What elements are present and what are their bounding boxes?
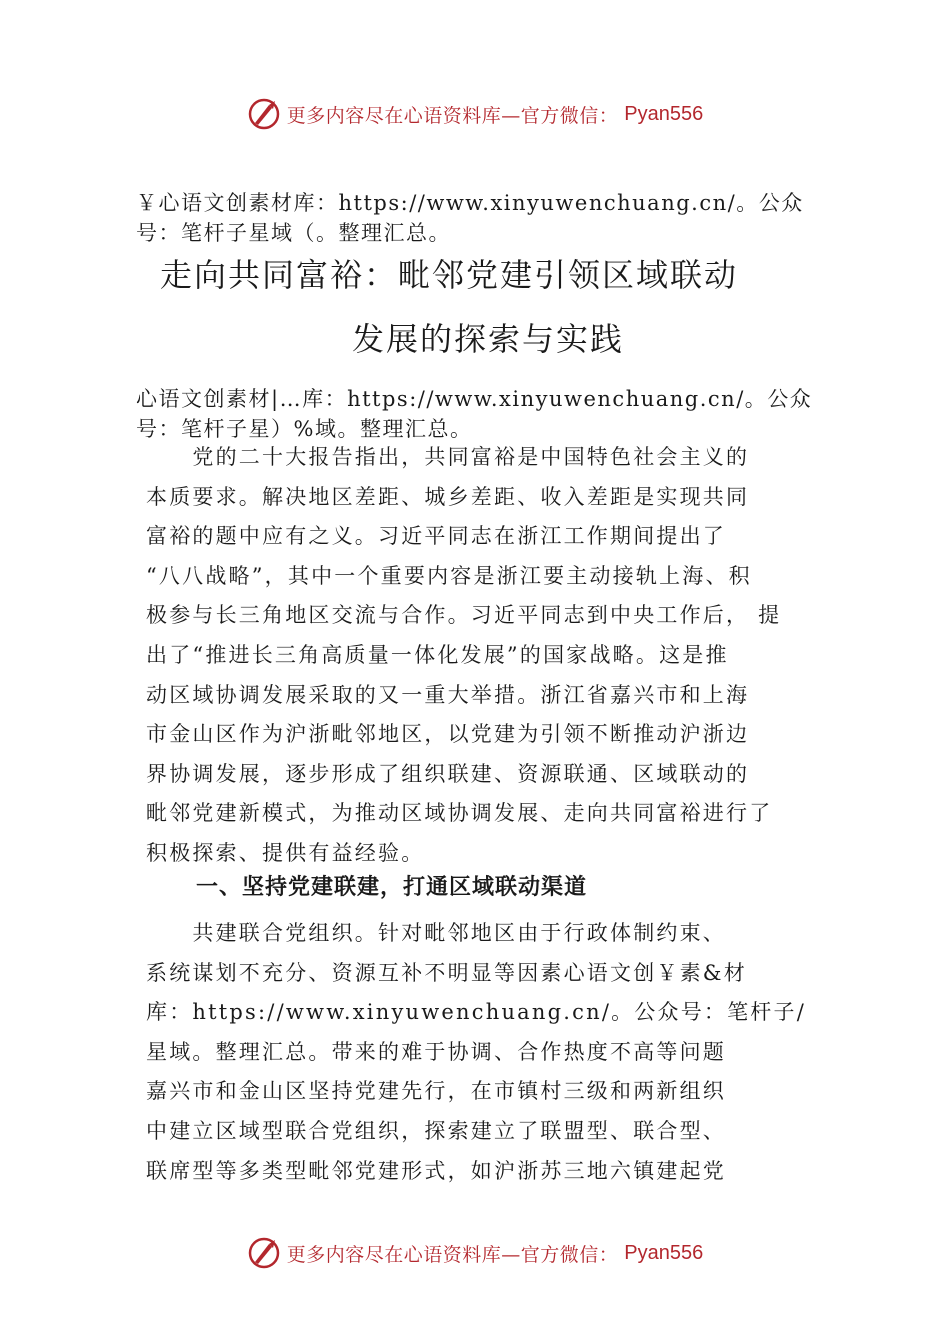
text-line: 党的二十大报告指出，共同富裕是中国特色社会主义的	[146, 445, 750, 469]
paragraph-1	[146, 438, 826, 874]
text-line: 星域。整理汇总。带来的难于协调、合作热度不高等问题	[146, 1039, 726, 1064]
text-line: 共建联合党组织。针对毗邻地区由于行政体制约束、	[146, 921, 726, 945]
text-line: 系统谋划不充分、资源互补不明显等因素心语文创￥素&材	[146, 960, 747, 985]
section-1-heading: 一、坚持党建联建，打通区域联动渠道	[196, 875, 588, 900]
text-line: 市金山区作为沪浙毗邻地区，以党建为引领不断推动沪浙边	[146, 722, 750, 747]
banner-text: 更多内容尽在心语资料库—官方微信：	[286, 104, 619, 127]
doc-title-line-1: 走向共同富裕：毗邻党建引领区域联动	[160, 256, 739, 294]
text-line: 极参与长三角地区交流与合作。习近平同志到中央工作后， 提	[146, 603, 782, 628]
text-line: 库：https://www.xinyuwenchuang.cn/。公众号：笔杆子/	[146, 1000, 806, 1025]
paragraph-2	[146, 914, 826, 1191]
top-banner	[0, 94, 950, 134]
banner-text: 更多内容尽在心语资料库—官方微信：	[286, 1243, 619, 1266]
text-line: 本质要求。解决地区差距、城乡差距、收入差距是实现共同	[146, 484, 750, 509]
sub-notice	[136, 384, 812, 444]
header-notice	[136, 188, 804, 248]
text-line: 界协调发展，逐步形成了组织联建、资源联通、区域联动的	[146, 761, 750, 786]
bottom-banner	[0, 1233, 950, 1273]
text-line: 毗邻党建新模式，为推动区域协调发展、走向共同富裕进行了	[146, 801, 773, 826]
sub-notice-line: 号：笔杆子星）%域。整理汇总。	[136, 417, 473, 441]
text-line: 积极探索、提供有益经验。	[146, 840, 425, 865]
doc-title-line-2: 发展的探索与实践	[352, 320, 625, 358]
text-line: 动区域协调发展采取的又一重大举措。浙江省嘉兴市和上海	[146, 682, 750, 707]
quill-logo-icon	[247, 1236, 281, 1270]
banner-wechat-handle: Pyan556	[624, 1241, 704, 1264]
text-line: 中建立区域型联合党组织，探索建立了联盟型、联合型、	[146, 1118, 726, 1143]
text-line: 富裕的题中应有之义。习近平同志在浙江工作期间提出了	[146, 524, 726, 549]
header-notice-line: 号：笔杆子星域（。整理汇总。	[136, 221, 451, 245]
text-line: 嘉兴市和金山区坚持党建先行，在市镇村三级和两新组织	[146, 1079, 726, 1104]
header-notice-line: ￥心语文创素材库：https://www.xinyuwenchuang.cn/。公众	[136, 191, 804, 215]
text-line: 出了“推进长三角高质量一体化发展”的国家战略。这是推	[146, 642, 729, 667]
banner-wechat-handle: Pyan556	[624, 102, 704, 125]
text-line: “八八战略”，其中一个重要内容是浙江要主动接轨上海、积	[146, 563, 752, 588]
sub-notice-line: 心语文创素材|…库：https://www.xinyuwenchuang.cn/。公众	[136, 387, 813, 411]
quill-logo-icon	[247, 97, 281, 131]
text-line: 联席型等多类型毗邻党建形式，如沪浙苏三地六镇建起党	[146, 1158, 726, 1183]
